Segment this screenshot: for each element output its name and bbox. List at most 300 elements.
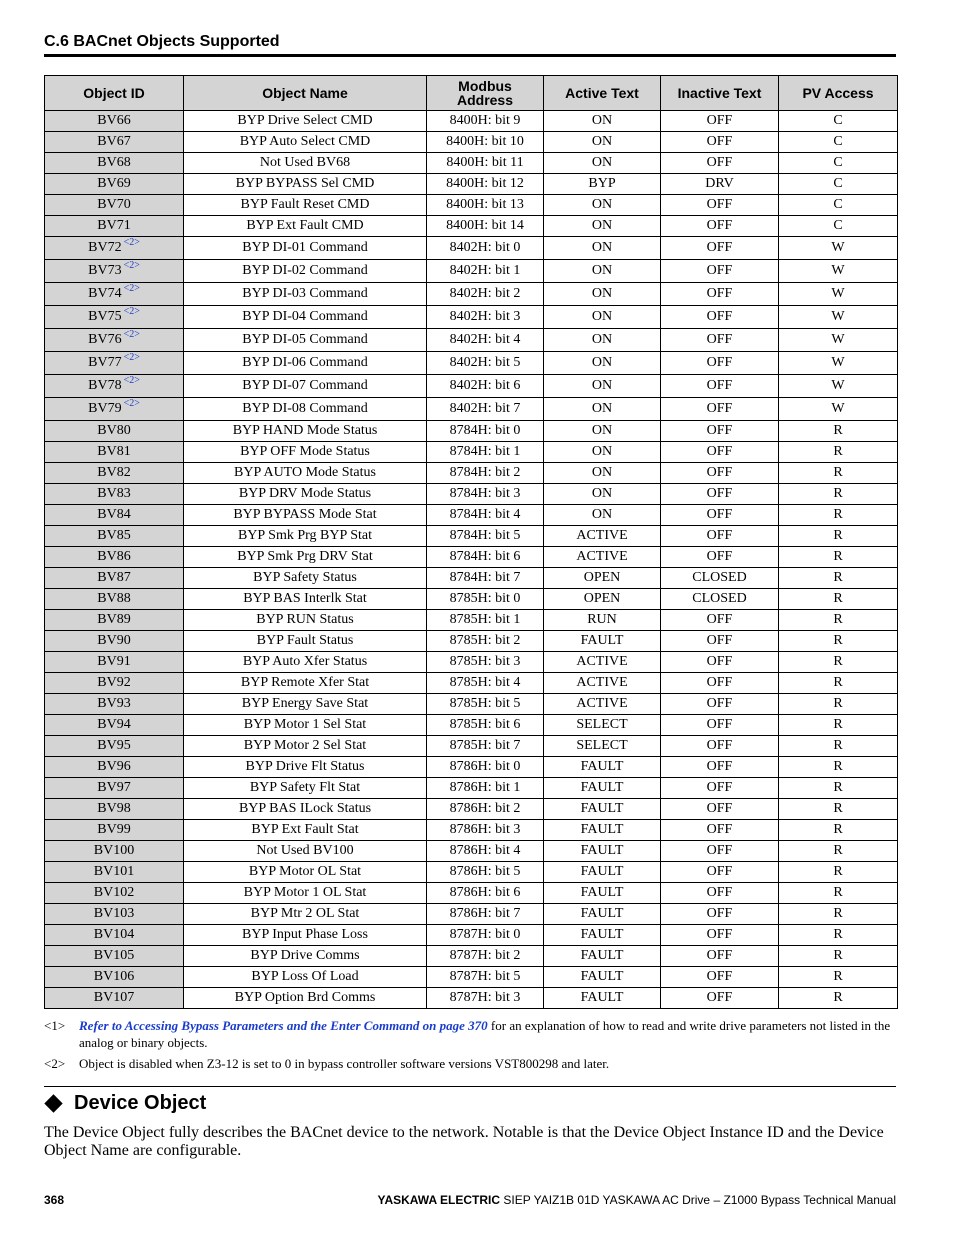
- cell-modbus-address: 8400H: bit 12: [427, 174, 544, 195]
- table-row: [45, 736, 898, 757]
- cell-inactive-text: DRV: [661, 174, 779, 195]
- table-row: [45, 547, 898, 568]
- cell-object-name: BYP Motor 2 Sel Stat: [184, 736, 427, 757]
- page-footer: [44, 1193, 896, 1207]
- object-id-text: BV84: [97, 507, 131, 522]
- cell-pv-access: C: [779, 195, 898, 216]
- cell-object-id: [45, 652, 184, 673]
- object-id-text: BV83: [97, 486, 131, 501]
- cell-pv-access: R: [779, 484, 898, 505]
- object-id-text: BV85: [97, 528, 131, 543]
- object-id-text: BV107: [93, 990, 135, 1005]
- object-id-text: BV80: [97, 423, 131, 438]
- cell-object-name: BYP Energy Save Stat: [184, 694, 427, 715]
- cell-active-text: FAULT: [544, 841, 661, 862]
- cell-object-name: BYP Smk Prg BYP Stat: [184, 526, 427, 547]
- cell-inactive-text: OFF: [661, 967, 779, 988]
- cell-modbus-address: 8402H: bit 0: [427, 237, 544, 260]
- cell-modbus-address: 8402H: bit 1: [427, 260, 544, 283]
- cell-pv-access: C: [779, 153, 898, 174]
- footnote-ref[interactable]: <2>: [123, 237, 140, 249]
- footer-doc-name: SIEP YAIZ1B 01D YASKAWA AC Drive – Z1000 Bypass Technical Manual: [500, 1193, 896, 1207]
- cell-object-id: [45, 132, 184, 153]
- cell-object-id: [45, 463, 184, 484]
- object-id-text: BV99: [97, 822, 131, 837]
- cell-inactive-text: OFF: [661, 820, 779, 841]
- cell-object-id: [45, 904, 184, 925]
- table-row: [45, 329, 898, 352]
- object-id-text: BV75: [88, 309, 122, 324]
- object-id-text: BV96: [97, 759, 131, 774]
- cell-modbus-address: 8787H: bit 0: [427, 925, 544, 946]
- cell-inactive-text: OFF: [661, 757, 779, 778]
- object-id-text: BV72: [88, 240, 122, 255]
- cell-object-name: BYP Drive Flt Status: [184, 757, 427, 778]
- table-row: [45, 505, 898, 526]
- cell-object-name: BYP RUN Status: [184, 610, 427, 631]
- cell-pv-access: R: [779, 463, 898, 484]
- cell-pv-access: W: [779, 375, 898, 398]
- table-row: [45, 988, 898, 1009]
- cell-modbus-address: 8402H: bit 6: [427, 375, 544, 398]
- cell-object-name: BYP Loss Of Load: [184, 967, 427, 988]
- device-object-heading: [44, 1092, 206, 1115]
- object-id-text: BV81: [97, 444, 131, 459]
- table-row: [45, 967, 898, 988]
- cell-pv-access: R: [779, 841, 898, 862]
- table-row: [45, 153, 898, 174]
- cell-pv-access: W: [779, 329, 898, 352]
- cell-inactive-text: OFF: [661, 398, 779, 421]
- cell-pv-access: R: [779, 799, 898, 820]
- object-id-text: BV82: [97, 465, 131, 480]
- cell-inactive-text: OFF: [661, 841, 779, 862]
- cell-object-name: BYP Motor OL Stat: [184, 862, 427, 883]
- cell-active-text: OPEN: [544, 568, 661, 589]
- cell-pv-access: C: [779, 216, 898, 237]
- table-row: [45, 904, 898, 925]
- header-modbus-address: Modbus Address: [427, 76, 544, 111]
- cell-active-text: ON: [544, 132, 661, 153]
- device-object-description: The Device Object fully describes the BACnet device to the network. Notable is that the Device Object Instance ID and the Device Object Name are configurable.: [44, 1124, 884, 1159]
- cell-object-name: BYP BYPASS Mode Stat: [184, 505, 427, 526]
- cell-pv-access: W: [779, 237, 898, 260]
- cell-pv-access: R: [779, 925, 898, 946]
- table-row: [45, 195, 898, 216]
- cell-object-name: BYP Fault Reset CMD: [184, 195, 427, 216]
- footnote-ref[interactable]: <2>: [123, 398, 140, 410]
- section-header: C.6 BACnet Objects Supported: [44, 33, 896, 57]
- table-row: [45, 132, 898, 153]
- table-row: [45, 820, 898, 841]
- table-row: [45, 237, 898, 260]
- cell-modbus-address: 8784H: bit 5: [427, 526, 544, 547]
- cell-object-id: [45, 329, 184, 352]
- cell-active-text: SELECT: [544, 715, 661, 736]
- table-row: [45, 946, 898, 967]
- cell-modbus-address: 8787H: bit 5: [427, 967, 544, 988]
- cell-pv-access: R: [779, 589, 898, 610]
- cell-active-text: FAULT: [544, 799, 661, 820]
- cell-object-id: [45, 610, 184, 631]
- cell-object-name: Not Used BV68: [184, 153, 427, 174]
- header-object-id: Object ID: [45, 76, 184, 111]
- cell-inactive-text: OFF: [661, 862, 779, 883]
- footnote-ref[interactable]: <2>: [123, 375, 140, 387]
- cell-object-name: BYP DI-07 Command: [184, 375, 427, 398]
- cell-active-text: ON: [544, 421, 661, 442]
- cell-modbus-address: 8402H: bit 2: [427, 283, 544, 306]
- cell-modbus-address: 8785H: bit 7: [427, 736, 544, 757]
- cell-inactive-text: OFF: [661, 715, 779, 736]
- cell-active-text: FAULT: [544, 967, 661, 988]
- cell-object-name: BYP DI-01 Command: [184, 237, 427, 260]
- cell-object-name: BYP DI-06 Command: [184, 352, 427, 375]
- cell-active-text: ON: [544, 505, 661, 526]
- footnote-link[interactable]: Refer to Accessing Bypass Parameters and the Enter Command on page 370: [79, 1018, 488, 1033]
- cell-object-id: [45, 306, 184, 329]
- cell-inactive-text: OFF: [661, 799, 779, 820]
- table-row: [45, 694, 898, 715]
- cell-modbus-address: 8784H: bit 0: [427, 421, 544, 442]
- cell-object-id: [45, 946, 184, 967]
- cell-inactive-text: OFF: [661, 153, 779, 174]
- cell-active-text: FAULT: [544, 925, 661, 946]
- table-row: [45, 631, 898, 652]
- footnote-body: for an explanation of how to read and write drive parameters not listed in the analog or binary objects.: [79, 1018, 891, 1050]
- cell-object-id: [45, 442, 184, 463]
- table-row: [45, 526, 898, 547]
- cell-object-name: BYP HAND Mode Status: [184, 421, 427, 442]
- cell-modbus-address: 8785H: bit 1: [427, 610, 544, 631]
- cell-object-id: [45, 841, 184, 862]
- table-row: [45, 484, 898, 505]
- cell-object-name: BYP DRV Mode Status: [184, 484, 427, 505]
- cell-object-name: BYP DI-03 Command: [184, 283, 427, 306]
- cell-modbus-address: 8784H: bit 6: [427, 547, 544, 568]
- footnote-2: [44, 1055, 896, 1072]
- table-row: [45, 283, 898, 306]
- cell-modbus-address: 8786H: bit 0: [427, 757, 544, 778]
- cell-object-name: BYP BYPASS Sel CMD: [184, 174, 427, 195]
- table-row: [45, 216, 898, 237]
- footnote-ref[interactable]: <2>: [123, 283, 140, 295]
- cell-modbus-address: 8785H: bit 0: [427, 589, 544, 610]
- cell-active-text: ON: [544, 237, 661, 260]
- cell-active-text: ACTIVE: [544, 694, 661, 715]
- cell-inactive-text: OFF: [661, 132, 779, 153]
- cell-pv-access: R: [779, 778, 898, 799]
- cell-inactive-text: OFF: [661, 736, 779, 757]
- cell-object-id: [45, 174, 184, 195]
- cell-object-name: BYP Smk Prg DRV Stat: [184, 547, 427, 568]
- cell-pv-access: C: [779, 174, 898, 195]
- object-id-text: BV103: [93, 906, 135, 921]
- object-id-text: BV66: [97, 113, 131, 128]
- cell-inactive-text: OFF: [661, 283, 779, 306]
- cell-active-text: ON: [544, 463, 661, 484]
- cell-object-id: [45, 398, 184, 421]
- cell-active-text: ON: [544, 153, 661, 174]
- object-id-text: BV78: [88, 378, 122, 393]
- cell-modbus-address: 8785H: bit 4: [427, 673, 544, 694]
- cell-pv-access: R: [779, 652, 898, 673]
- cell-modbus-address: 8786H: bit 6: [427, 883, 544, 904]
- cell-modbus-address: 8784H: bit 2: [427, 463, 544, 484]
- table-row: [45, 463, 898, 484]
- object-id-text: BV93: [97, 696, 131, 711]
- cell-object-name: BYP DI-02 Command: [184, 260, 427, 283]
- cell-modbus-address: 8786H: bit 3: [427, 820, 544, 841]
- cell-inactive-text: OFF: [661, 442, 779, 463]
- cell-pv-access: W: [779, 283, 898, 306]
- object-id-text: BV97: [97, 780, 131, 795]
- cell-object-id: [45, 631, 184, 652]
- cell-inactive-text: OFF: [661, 352, 779, 375]
- object-id-text: BV91: [97, 654, 131, 669]
- cell-modbus-address: 8400H: bit 11: [427, 153, 544, 174]
- cell-inactive-text: OFF: [661, 375, 779, 398]
- table-row: [45, 442, 898, 463]
- cell-pv-access: W: [779, 352, 898, 375]
- cell-pv-access: R: [779, 610, 898, 631]
- footnote-ref[interactable]: <2>: [123, 306, 140, 318]
- cell-inactive-text: OFF: [661, 904, 779, 925]
- bacnet-objects-table: [44, 75, 898, 1009]
- cell-pv-access: R: [779, 568, 898, 589]
- table-row: [45, 757, 898, 778]
- cell-object-id: [45, 799, 184, 820]
- cell-object-name: BYP DI-08 Command: [184, 398, 427, 421]
- cell-object-name: BYP Mtr 2 OL Stat: [184, 904, 427, 925]
- cell-object-name: BYP OFF Mode Status: [184, 442, 427, 463]
- object-id-text: BV76: [88, 332, 122, 347]
- cell-object-name: BYP Drive Comms: [184, 946, 427, 967]
- cell-inactive-text: OFF: [661, 505, 779, 526]
- cell-object-id: [45, 484, 184, 505]
- cell-active-text: ON: [544, 195, 661, 216]
- cell-object-id: [45, 237, 184, 260]
- cell-object-id: [45, 547, 184, 568]
- cell-object-name: BYP Remote Xfer Stat: [184, 673, 427, 694]
- cell-inactive-text: OFF: [661, 484, 779, 505]
- cell-object-name: Not Used BV100: [184, 841, 427, 862]
- header-active-text: Active Text: [544, 76, 661, 111]
- cell-active-text: ACTIVE: [544, 526, 661, 547]
- cell-active-text: ON: [544, 111, 661, 132]
- cell-inactive-text: OFF: [661, 463, 779, 484]
- cell-modbus-address: 8400H: bit 10: [427, 132, 544, 153]
- cell-inactive-text: OFF: [661, 329, 779, 352]
- cell-modbus-address: 8784H: bit 1: [427, 442, 544, 463]
- cell-modbus-address: 8785H: bit 2: [427, 631, 544, 652]
- cell-inactive-text: OFF: [661, 526, 779, 547]
- cell-modbus-address: 8786H: bit 7: [427, 904, 544, 925]
- cell-modbus-address: 8787H: bit 2: [427, 946, 544, 967]
- cell-object-id: [45, 883, 184, 904]
- cell-pv-access: R: [779, 946, 898, 967]
- cell-pv-access: R: [779, 631, 898, 652]
- cell-object-name: BYP AUTO Mode Status: [184, 463, 427, 484]
- cell-active-text: SELECT: [544, 736, 661, 757]
- table-row: [45, 841, 898, 862]
- cell-object-id: [45, 925, 184, 946]
- cell-modbus-address: 8402H: bit 7: [427, 398, 544, 421]
- footnote-ref[interactable]: <2>: [123, 260, 140, 272]
- object-id-text: BV106: [93, 969, 135, 984]
- footnote-body: Object is disabled when Z3-12 is set to 0 in bypass controller software versions VST800298 and later.: [79, 1056, 610, 1071]
- table-row: [45, 568, 898, 589]
- cell-object-name: BYP Drive Select CMD: [184, 111, 427, 132]
- cell-object-id: [45, 694, 184, 715]
- cell-pv-access: R: [779, 736, 898, 757]
- cell-active-text: FAULT: [544, 883, 661, 904]
- cell-object-id: [45, 673, 184, 694]
- cell-pv-access: R: [779, 442, 898, 463]
- object-id-text: BV68: [97, 155, 131, 170]
- footnote-ref[interactable]: <2>: [123, 329, 140, 341]
- cell-pv-access: C: [779, 132, 898, 153]
- cell-object-name: BYP DI-04 Command: [184, 306, 427, 329]
- header-object-name: Object Name: [184, 76, 427, 111]
- cell-modbus-address: 8786H: bit 2: [427, 799, 544, 820]
- cell-inactive-text: OFF: [661, 421, 779, 442]
- cell-object-name: BYP Input Phase Loss: [184, 925, 427, 946]
- cell-pv-access: R: [779, 673, 898, 694]
- table-row: [45, 589, 898, 610]
- object-id-text: BV98: [97, 801, 131, 816]
- cell-modbus-address: 8402H: bit 4: [427, 329, 544, 352]
- cell-pv-access: R: [779, 820, 898, 841]
- cell-active-text: ON: [544, 260, 661, 283]
- cell-active-text: FAULT: [544, 631, 661, 652]
- table-row: [45, 652, 898, 673]
- table-row: [45, 799, 898, 820]
- cell-active-text: ON: [544, 283, 661, 306]
- table-row: [45, 778, 898, 799]
- footnote-mark: <1>: [44, 1018, 66, 1033]
- object-id-text: BV77: [88, 355, 122, 370]
- cell-object-id: [45, 589, 184, 610]
- cell-active-text: FAULT: [544, 820, 661, 841]
- cell-inactive-text: CLOSED: [661, 568, 779, 589]
- cell-pv-access: R: [779, 967, 898, 988]
- cell-object-name: BYP Ext Fault Stat: [184, 820, 427, 841]
- cell-modbus-address: 8784H: bit 4: [427, 505, 544, 526]
- cell-inactive-text: OFF: [661, 694, 779, 715]
- header-inactive-text: Inactive Text: [661, 76, 779, 111]
- cell-object-id: [45, 862, 184, 883]
- object-id-text: BV104: [93, 927, 135, 942]
- cell-object-id: [45, 820, 184, 841]
- cell-active-text: ON: [544, 398, 661, 421]
- cell-modbus-address: 8784H: bit 3: [427, 484, 544, 505]
- object-id-text: BV100: [93, 843, 135, 858]
- cell-modbus-address: 8400H: bit 14: [427, 216, 544, 237]
- cell-active-text: ON: [544, 329, 661, 352]
- cell-modbus-address: 8786H: bit 1: [427, 778, 544, 799]
- cell-pv-access: R: [779, 862, 898, 883]
- cell-inactive-text: OFF: [661, 111, 779, 132]
- heading-text: Device Object: [74, 1092, 207, 1114]
- table-row: [45, 260, 898, 283]
- table-row: [45, 111, 898, 132]
- table-row: [45, 352, 898, 375]
- cell-inactive-text: OFF: [661, 547, 779, 568]
- cell-object-id: [45, 216, 184, 237]
- cell-pv-access: R: [779, 904, 898, 925]
- object-id-text: BV94: [97, 717, 131, 732]
- cell-object-id: [45, 757, 184, 778]
- footnote-ref[interactable]: <2>: [123, 352, 140, 364]
- cell-active-text: FAULT: [544, 988, 661, 1009]
- cell-inactive-text: CLOSED: [661, 589, 779, 610]
- cell-pv-access: W: [779, 398, 898, 421]
- cell-object-id: [45, 715, 184, 736]
- cell-modbus-address: 8786H: bit 5: [427, 862, 544, 883]
- cell-modbus-address: 8785H: bit 5: [427, 694, 544, 715]
- object-id-text: BV88: [97, 591, 131, 606]
- table-header-row: [45, 76, 898, 111]
- cell-object-name: BYP BAS ILock Status: [184, 799, 427, 820]
- object-id-text: BV102: [93, 885, 135, 900]
- cell-inactive-text: OFF: [661, 652, 779, 673]
- cell-active-text: ACTIVE: [544, 547, 661, 568]
- cell-active-text: ON: [544, 375, 661, 398]
- cell-inactive-text: OFF: [661, 946, 779, 967]
- cell-pv-access: W: [779, 306, 898, 329]
- cell-object-id: [45, 505, 184, 526]
- cell-object-name: BYP Safety Status: [184, 568, 427, 589]
- cell-object-id: [45, 260, 184, 283]
- cell-object-name: BYP Safety Flt Stat: [184, 778, 427, 799]
- object-id-text: BV92: [97, 675, 131, 690]
- cell-pv-access: R: [779, 526, 898, 547]
- cell-object-name: BYP DI-05 Command: [184, 329, 427, 352]
- footer-doc-title: [378, 1193, 896, 1207]
- cell-pv-access: C: [779, 111, 898, 132]
- cell-modbus-address: 8402H: bit 3: [427, 306, 544, 329]
- cell-modbus-address: 8400H: bit 9: [427, 111, 544, 132]
- object-id-text: BV90: [97, 633, 131, 648]
- cell-pv-access: R: [779, 694, 898, 715]
- cell-active-text: ACTIVE: [544, 652, 661, 673]
- cell-object-name: BYP BAS Interlk Stat: [184, 589, 427, 610]
- object-id-text: BV74: [88, 286, 122, 301]
- cell-object-id: [45, 283, 184, 306]
- cell-active-text: RUN: [544, 610, 661, 631]
- cell-active-text: FAULT: [544, 778, 661, 799]
- footnotes: [44, 1017, 896, 1076]
- object-id-text: BV95: [97, 738, 131, 753]
- footer-brand: YASKAWA ELECTRIC: [377, 1193, 501, 1207]
- object-id-text: BV70: [97, 197, 131, 212]
- cell-modbus-address: 8787H: bit 3: [427, 988, 544, 1009]
- cell-object-id: [45, 111, 184, 132]
- cell-inactive-text: OFF: [661, 778, 779, 799]
- cell-pv-access: W: [779, 260, 898, 283]
- table-row: [45, 862, 898, 883]
- cell-inactive-text: OFF: [661, 925, 779, 946]
- table-row: [45, 306, 898, 329]
- cell-object-id: [45, 778, 184, 799]
- cell-pv-access: R: [779, 547, 898, 568]
- cell-active-text: FAULT: [544, 862, 661, 883]
- cell-active-text: ON: [544, 352, 661, 375]
- object-id-text: BV71: [97, 218, 131, 233]
- footnote-text: [79, 1017, 896, 1051]
- cell-object-name: BYP Auto Xfer Status: [184, 652, 427, 673]
